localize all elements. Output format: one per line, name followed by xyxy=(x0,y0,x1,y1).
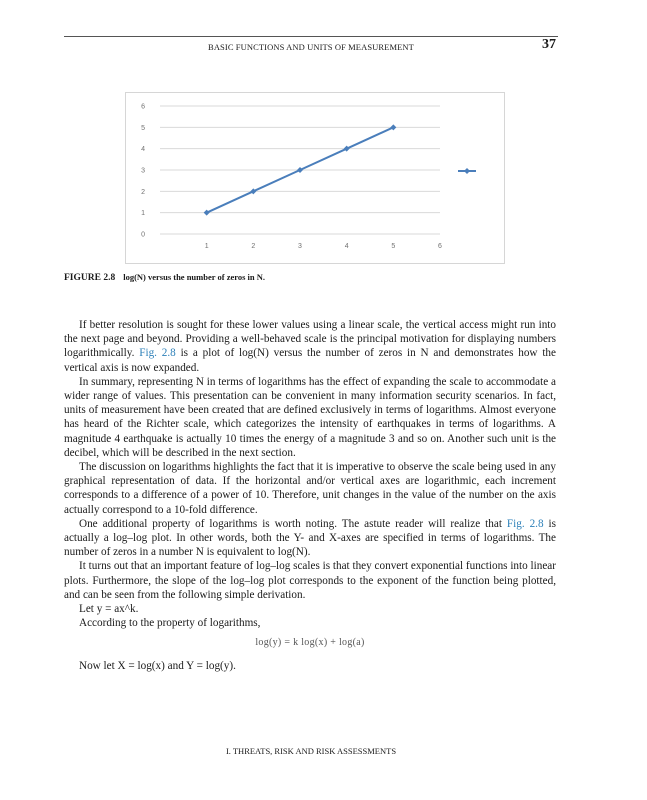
figure-label: FIGURE 2.8 xyxy=(64,273,116,283)
running-head: BASIC FUNCTIONS AND UNITS OF MEASUREMENT xyxy=(208,42,414,52)
y-tick-label: 2 xyxy=(141,188,145,196)
chart-frame xyxy=(126,93,505,264)
y-tick-label: 4 xyxy=(141,146,145,154)
x-tick-label: 1 xyxy=(204,243,209,250)
y-tick-label: 6 xyxy=(141,103,145,111)
paragraph-7: According to the property of logarithms, xyxy=(79,617,261,630)
paragraph-5: It turns out that an important feature of log–log scales is that they convert exponential functions into linear plots. Furthermore, the slope of the log–log plot corresponds to the exponent of the function being plotted, and can be seen from the following simple derivation. xyxy=(64,560,556,601)
x-tick-label: 2 xyxy=(251,243,256,250)
legend-marker xyxy=(464,168,470,174)
x-tick-label: 5 xyxy=(391,243,396,250)
figure-caption xyxy=(64,272,265,283)
paragraph-2: In summary, representing N in terms of logarithms has the effect of expanding the scale to accommodate a wider range of values. This presentation can be convenient in many information security scenarios. In fact, units of measurement have been created that are defined exclusively in terms of logarithms. Almost everyone has heard of the Richter scale, which categorizes the intensity of earthquakes in terms of logarithms. A magnitude 4 earthquake is actually 10 times the energy of a magnitude 3 and so on. Another such unit is the decibel, which will be described in the next section. xyxy=(64,375,556,459)
equation: log(y) = k log(x) + log(a) xyxy=(255,637,365,649)
data-point xyxy=(390,124,396,130)
x-tick-label: 3 xyxy=(298,243,302,250)
figure-caption-text: log(N) versus the number of zeros in N. xyxy=(123,272,266,282)
x-tick-label: 6 xyxy=(438,243,442,250)
data-point xyxy=(250,188,256,194)
header-rule xyxy=(64,36,558,37)
paragraph-3: The discussion on logarithms highlights the fact that it is imperative to observe the scale being used in any graphical representation of data. If the horizontal and/or vertical axes are logarithmic, each increment corresponds to a difference of a power of 10. Therefore, unit changes in the value of the number on the axis actually correspond to a 10-fold difference. xyxy=(64,461,556,516)
figure-link[interactable]: Fig. 2.8 xyxy=(139,347,176,360)
paragraph-1: If better resolution is sought for these lower values using a linear scale, the vertical access might run into the next page and beyond. Providing a well-behaved scale is the principal motivation for displaying numbers logarithmically. Fig. 2.8 is a plot of log(N) versus the number of zeros in N and demonstrates how the vertical axis is now expanded. xyxy=(64,319,556,374)
y-tick-label: 5 xyxy=(141,124,145,132)
paragraph-8: Now let X = log(x) and Y = log(y). xyxy=(79,659,236,672)
y-tick-label: 3 xyxy=(141,167,145,175)
y-tick-label: 1 xyxy=(141,210,145,218)
body-text xyxy=(64,318,556,673)
data-point xyxy=(344,146,350,152)
y-tick-label: 0 xyxy=(141,231,145,239)
paragraph-6: Let y = ax^k. xyxy=(79,603,139,616)
page-number: 37 xyxy=(542,37,556,52)
data-point xyxy=(297,167,303,173)
x-tick-label: 4 xyxy=(344,243,349,250)
data-point xyxy=(204,210,210,216)
figure-link[interactable]: Fig. 2.8 xyxy=(506,517,544,530)
chart-figure xyxy=(125,92,505,264)
page-footer: I. THREATS, RISK AND RISK ASSESSMENTS xyxy=(225,746,397,756)
paragraph-4: One additional property of logarithms is worth noting. The astute reader will realize that Fig. 2.8 is actually a log–log plot. In other words, both the Y- and X-axes are specified in terms of logarithms. The number of zeros in a number N is equivalent to log(N). xyxy=(64,517,556,559)
